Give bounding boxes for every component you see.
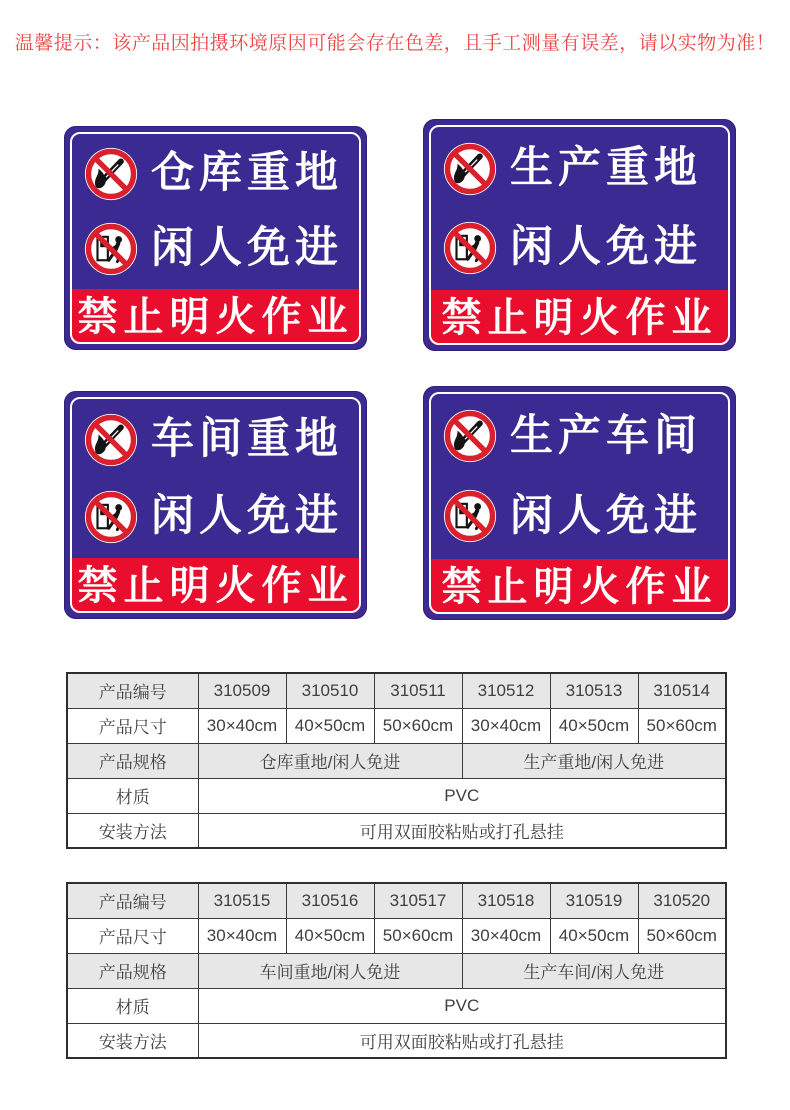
product-spec: 仓库重地/闲人免进 (198, 743, 462, 778)
product-code: 310515 (198, 883, 286, 918)
row-label-code: 产品编号 (67, 883, 198, 918)
product-material: PVC (198, 988, 726, 1023)
sign-row (443, 221, 724, 275)
product-code: 310514 (638, 673, 726, 708)
product-size: 50×60cm (638, 708, 726, 743)
no-open-flame-icon (443, 142, 497, 196)
spec-table-1 (66, 672, 727, 849)
sign-row (443, 409, 724, 463)
product-install: 可用双面胶粘贴或打孔悬挂 (198, 813, 726, 848)
sign-row (84, 413, 355, 467)
spec-table-2 (66, 882, 727, 1059)
no-entry-icon (443, 221, 497, 275)
product-spec: 车间重地/闲人免进 (198, 953, 462, 988)
product-code: 310513 (550, 673, 638, 708)
table-row-material (67, 778, 726, 813)
product-size: 40×50cm (550, 708, 638, 743)
row-label-size: 产品尺寸 (67, 918, 198, 953)
product-code: 310509 (198, 673, 286, 708)
sign-row (443, 489, 724, 543)
sign-production-area (423, 119, 736, 351)
product-code: 310516 (286, 883, 374, 918)
sign-line2: 闲人免进 (151, 492, 343, 540)
no-entry-icon (84, 490, 138, 544)
product-size: 40×50cm (286, 708, 374, 743)
table-row-install (67, 1023, 726, 1058)
product-size: 30×40cm (198, 708, 286, 743)
sign-text-rows (84, 136, 355, 286)
sign-row (84, 147, 355, 201)
table-row-sizes (67, 918, 726, 953)
sign-workshop-area (64, 391, 367, 619)
product-code: 310512 (462, 673, 550, 708)
row-label-spec: 产品规格 (67, 953, 198, 988)
row-label-install: 安装方法 (67, 813, 198, 848)
product-code: 310511 (374, 673, 462, 708)
row-label-material: 材质 (67, 778, 198, 813)
sign-text-rows (443, 396, 724, 556)
table-row-spec (67, 743, 726, 778)
row-label-size: 产品尺寸 (67, 708, 198, 743)
no-open-fire-banner: 禁止明火作业 (70, 558, 361, 613)
sign-line1: 车间重地 (151, 415, 343, 463)
product-code: 310519 (550, 883, 638, 918)
product-install: 可用双面胶粘贴或打孔悬挂 (198, 1023, 726, 1058)
product-size: 40×50cm (286, 918, 374, 953)
no-open-fire-banner: 禁止明火作业 (429, 290, 730, 345)
no-open-flame-icon (443, 409, 497, 463)
product-size: 40×50cm (550, 918, 638, 953)
sign-row (84, 490, 355, 544)
sign-line1: 仓库重地 (151, 149, 343, 197)
sign-line1: 生产重地 (510, 144, 702, 192)
table-row-sizes (67, 708, 726, 743)
table-row-codes (67, 883, 726, 918)
sign-warehouse-area (64, 126, 367, 350)
sign-text-rows (84, 401, 355, 555)
no-open-fire-banner: 禁止明火作业 (70, 289, 361, 344)
product-spec: 生产车间/闲人免进 (462, 953, 726, 988)
sign-production-workshop (423, 386, 736, 620)
product-material: PVC (198, 778, 726, 813)
table-row-install (67, 813, 726, 848)
table-row-spec (67, 953, 726, 988)
product-size: 50×60cm (374, 918, 462, 953)
sign-line2: 闲人免进 (151, 224, 343, 272)
product-code: 310520 (638, 883, 726, 918)
sign-line2: 闲人免进 (510, 491, 702, 540)
product-code: 310510 (286, 673, 374, 708)
row-label-spec: 产品规格 (67, 743, 198, 778)
product-code: 310518 (462, 883, 550, 918)
product-size: 30×40cm (462, 918, 550, 953)
no-entry-icon (443, 489, 497, 543)
row-label-install: 安装方法 (67, 1023, 198, 1058)
sign-line2: 闲人免进 (510, 223, 702, 271)
no-open-fire-banner: 禁止明火作业 (429, 559, 730, 614)
sign-line1: 生产车间 (510, 411, 702, 460)
row-label-material: 材质 (67, 988, 198, 1023)
sign-row (84, 222, 355, 276)
table-row-material (67, 988, 726, 1023)
product-spec: 生产重地/闲人免进 (462, 743, 726, 778)
product-size: 30×40cm (462, 708, 550, 743)
no-entry-icon (84, 222, 138, 276)
no-open-flame-icon (84, 413, 138, 467)
color-difference-notice: 温馨提示：该产品因拍摄环境原因可能会存在色差，且手工测量有误差，请以实物为准！ (14, 33, 776, 54)
product-size: 30×40cm (198, 918, 286, 953)
product-code: 310517 (374, 883, 462, 918)
sign-row (443, 142, 724, 196)
product-size: 50×60cm (638, 918, 726, 953)
table-row-codes (67, 673, 726, 708)
no-open-flame-icon (84, 147, 138, 201)
row-label-code: 产品编号 (67, 673, 198, 708)
sign-text-rows (443, 129, 724, 287)
product-size: 50×60cm (374, 708, 462, 743)
